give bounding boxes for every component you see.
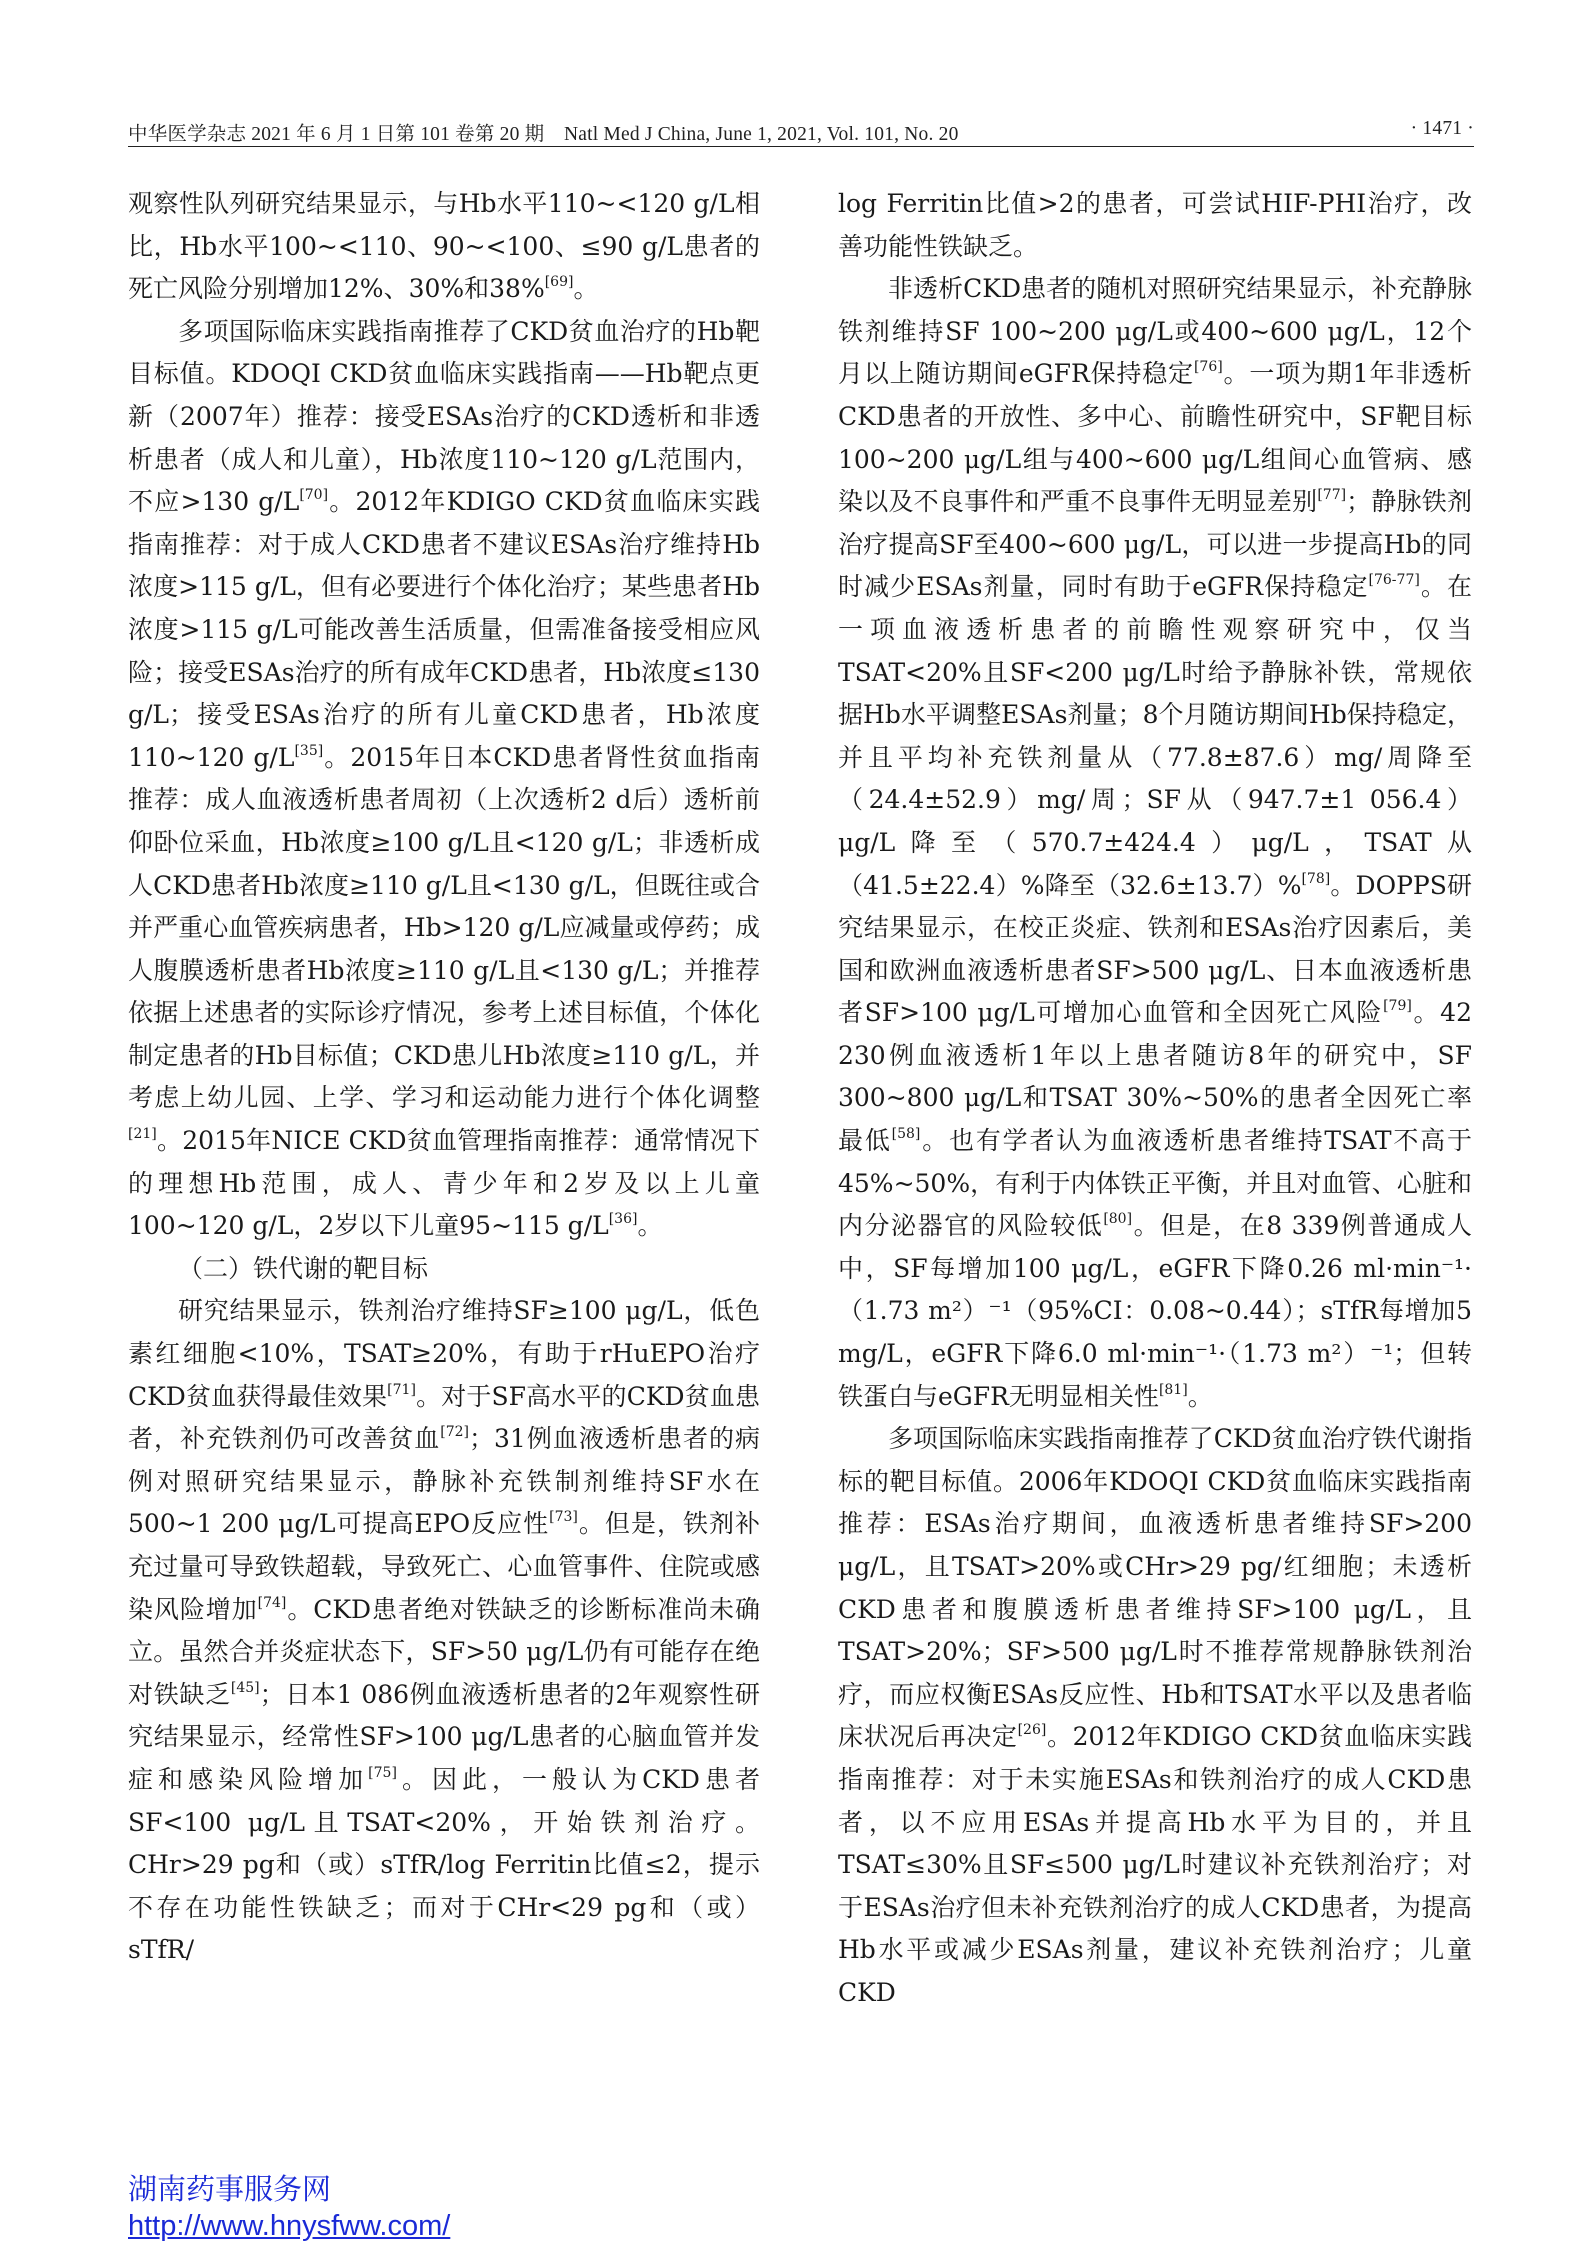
paragraph: [128, 1290, 760, 1972]
text-segment: 。对于SF高水平的CKD贫血患者，补充铁剂仍可改善贫血: [128, 1381, 760, 1454]
citation-reference: [73]: [549, 1509, 578, 1526]
watermark-url-link[interactable]: http://www.hnysfww.com/: [128, 2210, 451, 2242]
paragraph: [838, 183, 1472, 268]
text-segment: 。: [1187, 1381, 1213, 1411]
text-segment: 。一项为期1年非透析CKD患者的开放性、多中心、前瞻性研究中，SF靶目标100~200 μg/L组与400~600 μg/L组间心血管病、感染以及不良事件和严重不良事件无明显差别: [838, 359, 1472, 517]
journal-citation: 中华医学杂志 2021 年 6 月 1 日第 101 卷第 20 期 Natl Med J China, June 1, 2021, Vol. 101, No. 20: [128, 124, 959, 145]
text-segment: 。: [573, 274, 599, 304]
text-segment: 观察性队列研究结果显示，与Hb水平110~<120 g/L相比，Hb水平100~<110、90~<100、≤90 g/L患者的死亡风险分别增加12%、30%和38%: [128, 189, 760, 304]
citation-reference: [45]: [230, 1679, 260, 1696]
text-segment: 。DOPPS研究结果显示，在校正炎症、铁剂和ESAs治疗因素后，美国和欧洲血液透析患者SF>500 μg/L、日本血液透析患者SF>100 μg/L可增加心血管和全因死亡风险: [838, 870, 1472, 1028]
text-segment: 。42 230例血液透析1年以上患者随访8年的研究中，SF 300~800 μg/L和TSAT 30%~50%的患者全因死亡率最低: [838, 998, 1472, 1156]
text-segment: log Ferritin比值>2的患者，可尝试HIF-PHI治疗，改善功能性铁缺乏。: [838, 189, 1472, 261]
text-segment: 。因此，一般认为CKD患者SF<100 μg/L且TSAT<20%，开始铁剂治疗。CHr>29 pg和（或）sTfR/log Ferritin比值≤2，提示不存在功能性铁缺乏；而对于CHr<29 pg和（或）sTfR/: [128, 1764, 760, 1965]
right-text-column: [838, 183, 1472, 2015]
citation-reference: [58]: [891, 1126, 921, 1143]
paragraph: [838, 1418, 1472, 2014]
left-text-column: [128, 183, 760, 1972]
citation-reference: [71]: [387, 1381, 416, 1398]
text-segment: 。2015年NICE CKD贫血管理指南推荐：通常情况下的理想Hb范围，成人、青少年和2岁及以上儿童100~120 g/L，2岁以下儿童95~115 g/L: [128, 1126, 760, 1241]
text-segment: 。在一项血液透析患者的前瞻性观察研究中，仅当TSAT<20%且SF<200 μg/L时给予静脉补铁，常规依据Hb水平调整ESAs剂量；8个月随访期间Hb保持稳定，并且平均补充铁剂量从（77.8±87.6）mg/周降至（24.4±52.9）mg/周；SF从（947.7±1 056.4）μg/L降至（570.7±424.4）μg/L，TSAT从（41.5±22.4）%降至（32.6±13.7）%: [838, 572, 1472, 900]
citation-reference: [77]: [1317, 487, 1347, 504]
citation-reference: [79]: [1383, 998, 1412, 1015]
text-segment: 。: [637, 1211, 663, 1241]
text-segment: ；日本1 086例血液透析患者的2年观察性研究结果显示，经常性SF>100 μg/L患者的心脑血管并发症和感染风险增加: [128, 1679, 760, 1794]
text-segment: 研究结果显示，铁剂治疗维持SF≥100 μg/L，低色素红细胞<10%，TSAT≥20%，有助于rHuEPO治疗CKD贫血获得最佳效果: [128, 1296, 760, 1411]
paragraph: [128, 183, 760, 311]
citation-reference: [76]: [1193, 359, 1223, 376]
paragraph: [128, 311, 760, 1248]
citation-reference: [80]: [1103, 1211, 1133, 1228]
page-number: · 1471 ·: [1410, 118, 1474, 139]
citation-reference: [21]: [128, 1126, 157, 1143]
citation-reference: [36]: [608, 1211, 638, 1228]
citation-reference: [35]: [294, 742, 324, 759]
citation-reference: [26]: [1017, 1722, 1047, 1739]
text-segment: （二）铁代谢的靶目标: [178, 1253, 429, 1283]
citation-reference: [69]: [544, 274, 574, 291]
text-segment: 多项国际临床实践指南推荐了CKD贫血治疗铁代谢指标的靶目标值。2006年KDOQI CKD贫血临床实践指南推荐：ESAs治疗期间，血液透析患者维持SF>200 μg/L，且TSAT>20%或CHr>29 pg/红细胞；未透析CKD患者和腹膜透析患者维持SF>100 μg/L，且TSAT>20%；SF>500 μg/L时不推荐常规静脉铁剂治疗，而应权衡ESAs反应性、Hb和TSAT水平以及患者临床状况后再决定: [838, 1424, 1472, 1752]
citation-reference: [72]: [440, 1424, 469, 1441]
paragraph: [838, 268, 1472, 1418]
text-segment: 。CKD患者绝对铁缺乏的诊断标准尚未确立。虽然合并炎症状态下，SF>50 μg/L仍有可能存在绝对铁缺乏: [128, 1594, 760, 1709]
text-segment: ；静脉铁剂治疗提高SF至400~600 μg/L，可以进一步提高Hb的同时减少ESAs剂量，同时有助于eGFR保持稳定: [838, 487, 1472, 602]
citation-reference: [74]: [257, 1594, 287, 1611]
citation-reference: [78]: [1301, 870, 1331, 887]
citation-reference: [76-77]: [1368, 572, 1420, 589]
citation-reference: [75]: [368, 1764, 397, 1781]
section-heading: [128, 1248, 760, 1291]
text-segment: 。但是，铁剂补充过量可导致铁超载，导致死亡、心血管事件、住院或感染风险增加: [128, 1509, 760, 1624]
watermark: [128, 2172, 450, 2244]
text-segment: 。2012年KDIGO CKD贫血临床实践指南推荐：对于未实施ESAs和铁剂治疗的成人CKD患者，以不应用ESAs并提高Hb水平为目的，并且TSAT≤30%且SF≤500 μg/L时建议补充铁剂治疗；对于ESAs治疗但未补充铁剂治疗的成人CKD患者，为提高Hb水平或减少ESAs剂量，建议补充铁剂治疗；儿童CKD: [838, 1722, 1472, 2007]
running-header: [128, 112, 1474, 147]
text-segment: 。2012年KDIGO CKD贫血临床实践指南推荐：对于成人CKD患者不建议ESAs治疗维持Hb浓度>115 g/L，但有必要进行个体化治疗；某些患者Hb浓度>115 g/L可能改善生活质量，但需准备接受相应风险；接受ESAs治疗的所有成年CKD患者，Hb浓度≤130 g/L；接受ESAs治疗的所有儿童CKD患者，Hb浓度110~120 g/L: [128, 487, 761, 772]
citation-reference: [81]: [1158, 1381, 1188, 1398]
text-segment: 。但是，在8 339例普通成人中，SF每增加100 μg/L，eGFR下降0.26 ml·min⁻¹·（1.73 m²）⁻¹（95%CI：0.08~0.44）；sTfR每增加5 mg/L，eGFR下降6.0 ml·min⁻¹·（1.73 m²）⁻¹；但转铁蛋白与eGFR无明显相关性: [838, 1211, 1472, 1411]
citation-reference: [70]: [299, 487, 329, 504]
text-segment: 非透析CKD患者的随机对照研究结果显示，补充静脉铁剂维持SF 100~200 μg/L或400~600 μg/L，12个月以上随访期间eGFR保持稳定: [838, 274, 1472, 389]
watermark-site-name: 湖南药事服务网: [128, 2174, 332, 2206]
text-segment: 多项国际临床实践指南推荐了CKD贫血治疗的Hb靶目标值。KDOQI CKD贫血临床实践指南——Hb靶点更新（2007年）推荐：接受ESAs治疗的CKD透析和非透析患者（成人和儿童），Hb浓度110~120 g/L范围内，不应>130 g/L: [128, 316, 760, 517]
text-segment: 。2015年日本CKD患者肾性贫血指南推荐：成人血液透析患者周初（上次透析2 d后）透析前仰卧位采血，Hb浓度≥100 g/L且<120 g/L；非透析成人CKD患者Hb浓度≥110 g/L且<130 g/L，但既往或合并严重心血管疾病患者，Hb>120 g/L应减量或停药；成人腹膜透析患者Hb浓度≥110 g/L且<130 g/L；并推荐依据上述患者的实际诊疗情况，参考上述目标值，个体化制定患者的Hb目标值；CKD患儿Hb浓度≥110 g/L，并考虑上幼儿园、上学、学习和运动能力进行个体化调整: [128, 742, 760, 1113]
text-segment: ；31例血液透析患者的病例对照研究结果显示，静脉补充铁制剂维持SF水在500~1 200 μg/L可提高EPO反应性: [128, 1424, 760, 1539]
text-segment: 。也有学者认为血液透析患者维持TSAT不高于45%~50%，有利于内体铁正平衡，并且对血管、心脏和内分泌器官的风险较低: [838, 1126, 1472, 1241]
